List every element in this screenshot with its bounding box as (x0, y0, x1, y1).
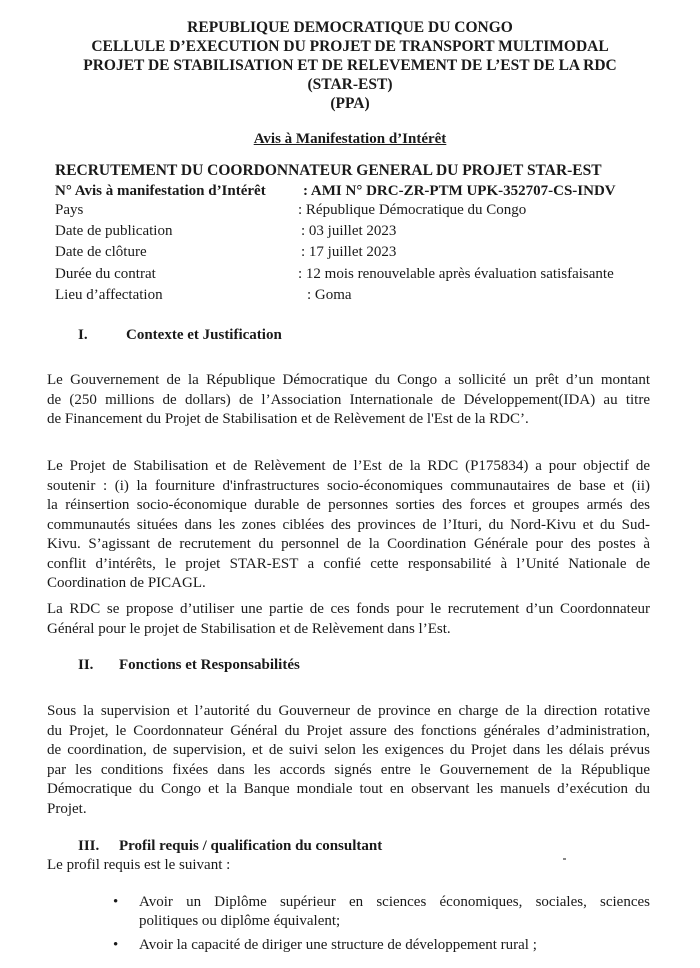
text-line: par les conditions fixées dans les accords signés entre le Gouvernement de la République (47, 761, 650, 778)
section-3-number: III. (78, 838, 100, 854)
location-label: Lieu d’affectation (55, 287, 163, 303)
ami-value: : AMI N° DRC-ZR-PTM UPK-352707-CS-INDV (303, 183, 616, 199)
section-1-number: I. (78, 327, 88, 343)
text-line: politiques ou diplôme équivalent; (139, 913, 341, 929)
text-line: Le profil requis est le suivant : (47, 857, 231, 873)
duration-value: : 12 mois renouvelable après évaluation satisfaisante (298, 266, 614, 282)
header-project: PROJET DE STABILISATION ET DE RELEVEMENT DE L’EST DE LA RDC (83, 57, 617, 74)
section-3-title: Profil requis / qualification du consultant (119, 838, 383, 854)
notice-title: Avis à Manifestation d’Intérêt (253, 131, 447, 147)
bullet-text (139, 893, 650, 931)
text-line: de coordination, de supervision, et de suivi selon les exigences du Projet dans les délais prévus (47, 742, 650, 758)
recruitment-title: RECRUTEMENT DU COORDONNATEUR GENERAL DU PROJET STAR-EST (55, 162, 602, 179)
section-2-number: II. (78, 657, 94, 673)
closing-value: : 17 juillet 2023 (301, 244, 397, 260)
bullet-icon: • (113, 937, 119, 953)
text-line: Le Gouvernement de la République Démocratique du Congo a sollicité un prêt d’un montant (47, 372, 650, 388)
header-ppa: (PPA) (330, 95, 370, 112)
section-1-title: Contexte et Justification (126, 327, 282, 343)
text-line: Général pour le projet de Stabilisation et de Relèvement dans l’Est. (47, 620, 451, 637)
text-line: Kivu. S’agissant de recrutement du personnel de la Coordination Générale pour des postes à (47, 536, 650, 552)
ami-label: N° Avis à manifestation d’Intérêt (55, 183, 266, 199)
section-1-paragraph-2 (47, 457, 650, 594)
country-value: : République Démocratique du Congo (298, 202, 527, 218)
text-line: Projet. (47, 800, 87, 817)
section-2-title: Fonctions et Responsabilités (119, 657, 300, 673)
closing-label: Date de clôture (55, 244, 147, 260)
location-value: : Goma (307, 287, 352, 303)
text-line: Le Projet de Stabilisation et de Relèvement de l’Est de la RDC (P175834) a pour objectif de (47, 458, 650, 474)
header-agency: CELLULE D’EXECUTION DU PROJET DE TRANSPORT MULTIMODAL (91, 38, 609, 55)
publication-label: Date de publication (55, 223, 173, 239)
bullet-text (139, 936, 650, 955)
text-line: communautés situées dans les zones ciblées des provinces de l’Ituri, du Nord-Kivu et du Sud- (47, 516, 650, 533)
text-line: de (250 millions de dollars) de l’Association Internationale de Développement(IDA) au titre (47, 391, 650, 408)
text-line: Coordination de PICAGL. (47, 575, 206, 591)
section-2-paragraph-1 (47, 702, 650, 819)
text-line: Sous la supervision et l’autorité du Gouverneur de province en charge de la direction rotative (47, 703, 650, 719)
bullet-icon: • (113, 894, 119, 910)
section-1-paragraph-3 (47, 600, 650, 639)
text-line: du Projet, le Coordonnateur Général du Projet assure des fonctions générales d’administration, (47, 722, 650, 739)
text-line: soutenir : (i) la fourniture d'infrastructures socio-économiques communautaires de base et (ii) (47, 477, 650, 494)
document-header (40, 18, 660, 113)
text-line: conflit d’intérêts, le projet STAR-EST a confié cette responsabilité à l’Unité Nationale de (47, 555, 650, 572)
text-line: Avoir un Diplôme supérieur en sciences économiques, sociales, sciences (139, 894, 650, 910)
section-3-intro (47, 856, 650, 876)
publication-value: : 03 juillet 2023 (301, 223, 397, 239)
text-line: la réinsertion socio-économique durable de personnes sorties des forces et groupes armés des (47, 497, 650, 513)
text-line: La RDC se propose d’utiliser une partie de ces fonds pour le recrutement d’un Coordonnateur (47, 601, 650, 617)
text-line: Avoir la capacité de diriger une structure de développement rural ; (139, 937, 537, 953)
text-line: Démocratique du Congo et la Banque mondiale tout en observant les manuels d’exécution du (47, 781, 650, 797)
scan-speck (563, 858, 566, 860)
country-label: Pays (55, 202, 84, 218)
header-country: REPUBLIQUE DEMOCRATIQUE DU CONGO (187, 19, 513, 36)
section-1-paragraph-1 (47, 371, 650, 430)
header-acronym: (STAR-EST) (307, 76, 393, 93)
text-line: de Financement du Projet de Stabilisation et de Relèvement de l'Est de la RDC’. (47, 411, 529, 427)
duration-label: Durée du contrat (55, 266, 156, 282)
